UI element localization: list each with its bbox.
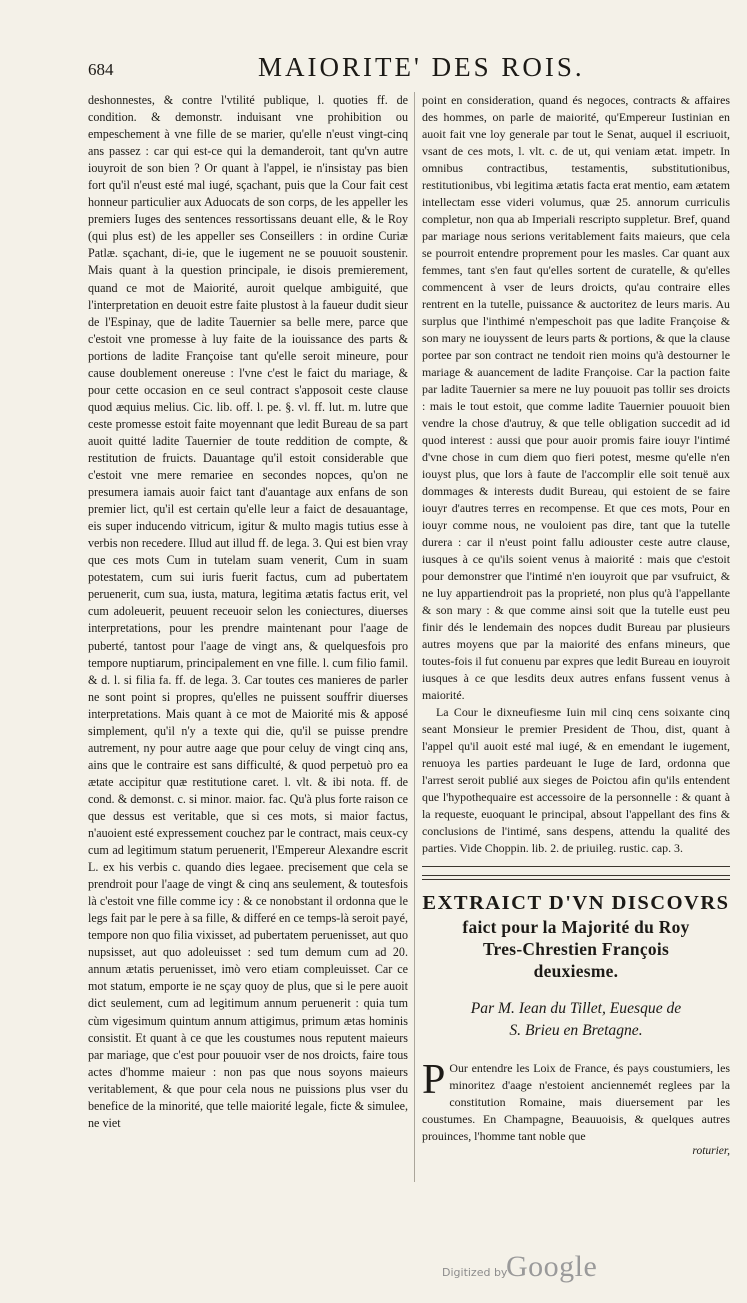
discours-paragraph <box>422 1057 730 1145</box>
section-double-rule <box>422 875 730 880</box>
discours-title-line-4: deuxiesme. <box>533 961 619 981</box>
argument-paragraph: point en consideration, quand és negoces, contracts & affaires des hommes, on parle de maiorité, qu'Empereur Iustinian en auoit fait vne loy generale par tout le Senat, auquel il escriuoit, vsant de ces mots, l. vlt. c. de ut, qui veniam ætat. impetr. In omnibus contractibus, testamentis, substitutionibus, restitutionibus, vbi legitima ætatis facta erat mentio, eam ætatem intellectam esse videri volumus, quæ 25. annorum curriculis completur, non qua ab Imperiali rescripto suppletur. Bref, quand par mariage nous serions veritablement faits maieurs, que cela se pourroit entendre proprement pour les masles. Car quant aux femmes, tant s'en faut qu'elles sortent de curatelle, & qu'elles commencent à vser de leurs droicts, qu'au contraire elles rentrent en la tutelle, puissance & auctoritez de leurs maris. Au surplus que l'inthimé n'empeschoit pas que ladite Françoise & son mary ne iouyssent de leurs parts & portions, & que la clause portee par son contract ne tendoit rien moins qu'à destourner le mariage & auancement de ladite Françoise. Car la paction faite par ladite Tauernier sa mere ne luy pouuoit pas tollir ses droicts : mais le tout estoit, que comme ladite Tauernier pouuoit bien vendre la chose d'autruy, & que telle obligation succedit ad id quod interest : aussi que pour auoir promis faire iouyr l'intimé d'vne chose in cum diem quo fieri potest, mesme qu'elle n'en iouyst plus, que lors à faute de l'accomplir elle soit tenuë aux dommages & interests dudit Bureau, qui estoient de se faire iouyr d'autres terres en recompense. Et que ces mots, Pour en iouyr comme nous, ne vouloient pas dire, tant que la tutelle durera : car il n'eust point fallu adiouster ceste autre clause, iusques à ce qu'ils soient venus à maiorité : mais que c'estoit pour demonstrer que l'intimé n'en iouyroit que par vsufruict, & ne luy appartiendroit pas la proprieté, non plus qu'à l'appellante & son mary : & que comme ainsi soit que la tutelle eust peu finir dés le lendemain des nopces dudit Bureau par plusieurs autres moyens que par la maiorité des enfans mineurs, que toutes-fois il fut conuenu par expres que ledit Bureau en iouyroit iusques à ce que lesdits deux autres enfans fussent venus à maiorité. <box>422 93 730 702</box>
author-line-2: S. Brieu en Bretagne. <box>509 1022 643 1039</box>
drop-cap-letter: P <box>422 1057 446 1103</box>
discours-title-line-3: Tres-Chrestien François <box>482 939 670 959</box>
discours-paragraph-text: Our entendre les Loix de France, és pays coustumiers, les minoritez d'aage n'estoient anciennemét reglees par la constitution Romaine, mais diuersement par les coustumes. En Champagne, Beauuoisis, & quelques autres prouinces, l'homme tant noble que <box>422 1061 730 1143</box>
left-column <box>88 92 408 1192</box>
page-header <box>88 52 728 90</box>
court-ruling-paragraph: La Cour le dixneufiesme Iuin mil cinq cens soixante cinq seant Monsieur le premier President de Thou, dist, quant à l'appel qu'il auoit esté mal iugé, & en emendant le iugement, renuoya les parties pardeuant le Iuge de Iard, ordonna que l'arrest seroit publié aux sieges de Poictou afin qu'ils entendent que l'hypothequaire est accessoire de la personnelle : & quant à la requeste, euoquant le principal, absout l'appellant des fins & conclusions de l'intimé, sans despens, attendu la qualité des parties. Vide Choppin. lib. 2. de priuileg. rustic. cap. 3. <box>422 705 730 855</box>
right-column <box>422 92 730 1187</box>
google-logo: Google <box>506 1250 598 1283</box>
running-title: MAIORITE' DES ROIS. <box>258 52 585 82</box>
author-line-1: Par M. Iean du Tillet, Euesque de <box>470 1000 682 1017</box>
discours-title-line-2: faict pour la Majorité du Roy <box>462 917 690 937</box>
discours-title <box>422 890 730 982</box>
author-attribution <box>422 998 730 1042</box>
left-column-text: deshonnestes, & contre l'vtilité publique, l. quoties ff. de condition. & demonstr. induisant vne prohibition ou empeschement à vne fille de se marier, qu'elle n'eust vingt-cinq ans passez : car qui est-ce qui la demanderoit, tant qu'vn autre iouyroit de son bien ? Or quant à l'appel, ie n'insistay pas bien fort qu'il n'eust esté mal iugé, sçachant, puis que la Cour fait cest honneur particulier aux Aduocats de son corps, de les appeller les premiers Iuges des sentences ressortissans deuant elle, & le Roy (qui plus est) de les appeller ses Conseillers : in ordine Curiæ Patlæ. sçachant, di-ie, que le iugement ne se pouuoit soustenir. Mais quant à la question principale, ie disois premierement, quand ce mot de Maiorité, auroit quelque ambiguité, que l'interpretation en deuoit estre faite plustost à la faueur dudit sieur de l'Espinay, que de ladite Tauernier sa belle mere, parce que c'estoit vne promesse à luy faite de la iouissance des parts & portions de ladite Françoise tant qu'elle seroit mineure, pour cause doublement onereuse : l'vne c'est le faict du mariage, & pour cette occasion en ce seul contract s'apposoit ceste clause quod æquius melius. Cic. lib. off. l. pe. §. vl. ff. lut. m. lutre que ceste promesse estoit faite moyennant que ledit Bureau de sa part auoit quitté ladite Tauernier de toute reddition de compte, & restitution de fruicts. Dauantage qu'il estoit considerable que c'estoit vne mere remariee en secondes nopces, qu'on ne presumera iamais auoir faict tant d'auantage aux enfans de son premier lict, qu'il est certain qu'elle leur a faict de desauantage, eis super inducendo vitricum, igitur & multo magis tutius esse à verbis non recedere. Illud aut illud ff. de lega. 3. Qui est bien vray que ces mots Cum in tutelam suam venerit, Cum in suam potestatem, cum sui iuris fuerit factus, cum ad pubertatem peruenerit, cum sua, iusta, matura, legitima ætatis factus erit, vel cum adoleuerit, peuuent receuoir selon les coniectures, diuerses interpretations, pour les prendre maintenant pour l'aage de puberté, tantost pour l'aage de vingt ans, & quelquesfois pro tempore nuptiarum, principalement en vne fille. l. cum filio famil. & d. l. si filia fa. ff. de lega. 3. Car toutes ces manieres de parler ne sont point si propres, qu'elles ne puissent souffrir diuerses interpretations. Mais quant à ce mot de Maiorité mis & apposé simplement, qu'il n'y a texte qui die, qu'il se puisse prendre autrement, ny pour autre aage que pour celuy de vingt cinq ans, ains que le contraire est sans difficulté, & quod perpetuò pro ea ætate accipitur quæ restitutione caret. l. vlt. & ibi nota. ff. de cond. & demonst. c. si minor. maior. fac. Qu'à plus forte raison ce que dessus est veritable, que si ces mots, si maior factus, n'auoient esté expressement couchez par le contract, mais ceux-cy cum ad legitimum statum peruenerit, l'Empereur Alexandre escrit L. ex his verbis c. quando dies legaee. precisement que cela se prendroit pour l'aage de vingt & cinq ans seulement, & toutesfois là c'estoit vne fille comme icy : & ce nonobstant il ordonna que le legs fait par le pere à sa fille, & differé en ce temps-là seroit payé, tempore non quo filia vixisset, ad pubertatem peruenisset, aut quo nupsisset, aut quo adoleuisset : sed tum demum cum ad 20. annum ætatis peruenisset, imò vero etiam compleuisset. Car ce mot statum, emporte ie ne sçay quoy de plus, que si le pere auoit dict seulement, cum ad legitimum annum peruenerit : quia tum cùm vigesimum quintum annum attigimus, primum ætas hominis consistit. Et quant à ce que les coustumes nous reputent maieurs par mariage, que c'est pour pouuoir vser de nos droicts, faire tous actes d'homme maieur : non pas que nous soyons maieurs veritablement, & que pour cela nous ne puissions plus vser du benefice de la minorité, que telle maiorité legale, ficte & simulee, ne viet <box>88 93 408 1130</box>
digitization-footer <box>440 1250 660 1290</box>
catchword: roturier, <box>692 1145 730 1157</box>
section-rule <box>422 866 730 867</box>
column-divider <box>414 92 415 1182</box>
digitized-by-label: Digitized by <box>442 1266 508 1279</box>
page-number: 684 <box>88 60 114 79</box>
discours-title-line-1: EXTRAICT D'VN DISCOVRS <box>422 892 730 914</box>
